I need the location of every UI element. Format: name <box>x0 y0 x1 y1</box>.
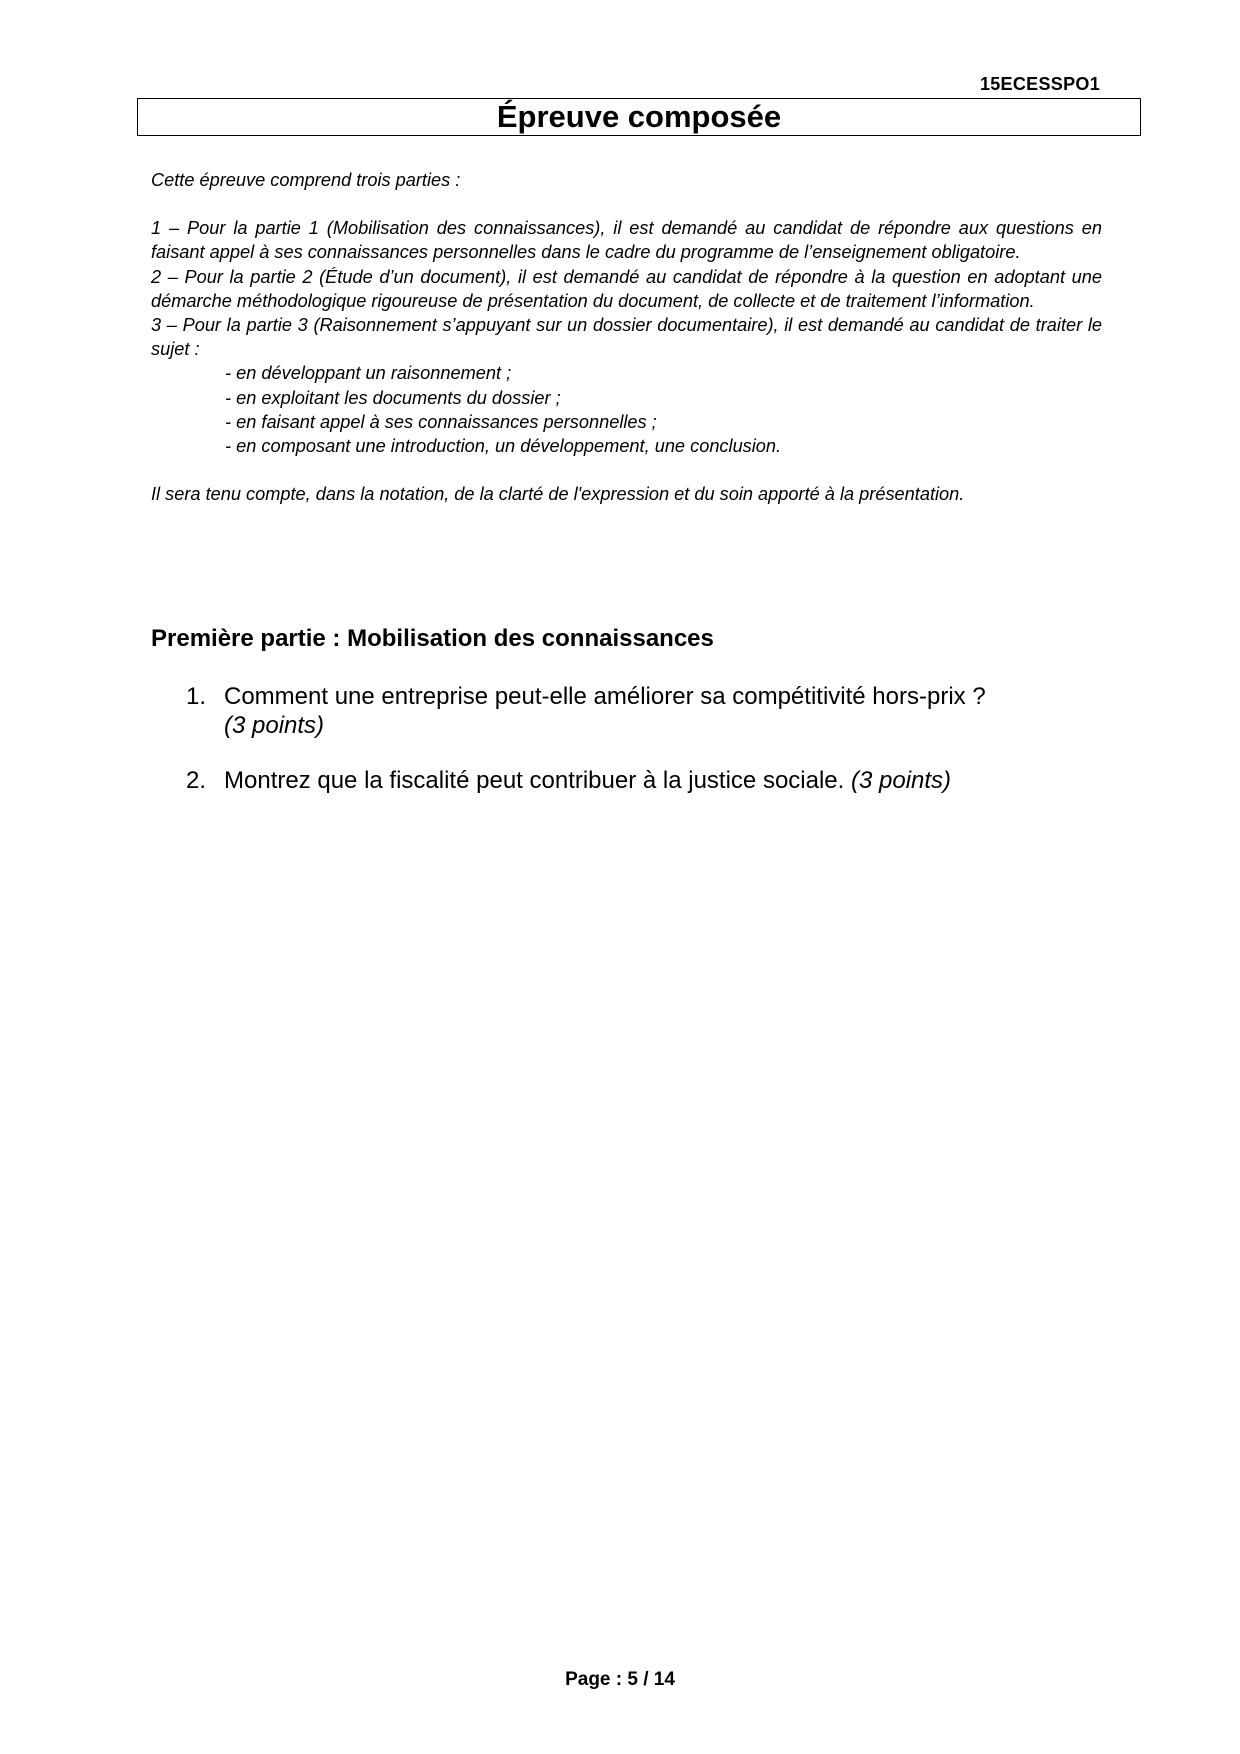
section-title: Première partie : Mobilisation des connaissances <box>151 625 714 652</box>
question-text: Montrez que la fiscalité peut contribuer à la justice sociale. <box>224 767 845 794</box>
question-item <box>186 766 1086 795</box>
instructions-intro: Cette épreuve comprend trois parties : <box>151 170 461 190</box>
question-item <box>186 682 1086 740</box>
instructions-bullet: - en faisant appel à ses connaissances personnelles ; <box>225 411 657 432</box>
instructions-note: Il sera tenu compte, dans la notation, de la clarté de l'expression et du soin apporté à la présentation. <box>151 484 965 505</box>
title-box <box>137 98 1141 136</box>
question-number: 2. <box>186 767 207 794</box>
document-code: 15ECESSPO1 <box>979 74 1100 94</box>
spacer <box>151 458 1102 482</box>
instructions-block <box>151 168 1102 506</box>
page-number: Page : 5 / 14 <box>565 1669 675 1690</box>
instructions-bullet: - en composant une introduction, un développement, une conclusion. <box>225 436 782 457</box>
question-points: (3 points) <box>851 767 952 794</box>
instructions-bullet-list <box>151 361 1102 458</box>
spacer <box>151 192 1102 216</box>
question-list <box>186 682 1086 821</box>
question-text: Comment une entreprise peut-elle améliorer sa compétitivité hors-prix ? <box>224 683 986 710</box>
instructions-part-2: 2 – Pour la partie 2 (Étude d’un document), il est demandé au candidat de répondre à la question en adoptant une démarche méthodologique rigoureuse de présentation du document, de collecte et de traitement l’information. <box>151 266 1102 311</box>
instructions-part-1: 1 – Pour la partie 1 (Mobilisation des connaissances), il est demandé au candidat de répondre aux questions en faisant appel à ses connaissances personnelles dans le cadre du programme de l’enseignement obligatoire. <box>151 218 1102 263</box>
page-title: Épreuve composée <box>496 99 782 134</box>
question-points: (3 points) <box>224 712 325 739</box>
question-number: 1. <box>186 683 207 710</box>
instructions-bullet: - en développant un raisonnement ; <box>225 363 512 384</box>
instructions-part-3: 3 – Pour la partie 3 (Raisonnement s’appuyant sur un dossier documentaire), il est demandé au candidat de traiter le sujet : <box>151 315 1102 360</box>
instructions-bullet: - en exploitant les documents du dossier ; <box>225 387 561 408</box>
